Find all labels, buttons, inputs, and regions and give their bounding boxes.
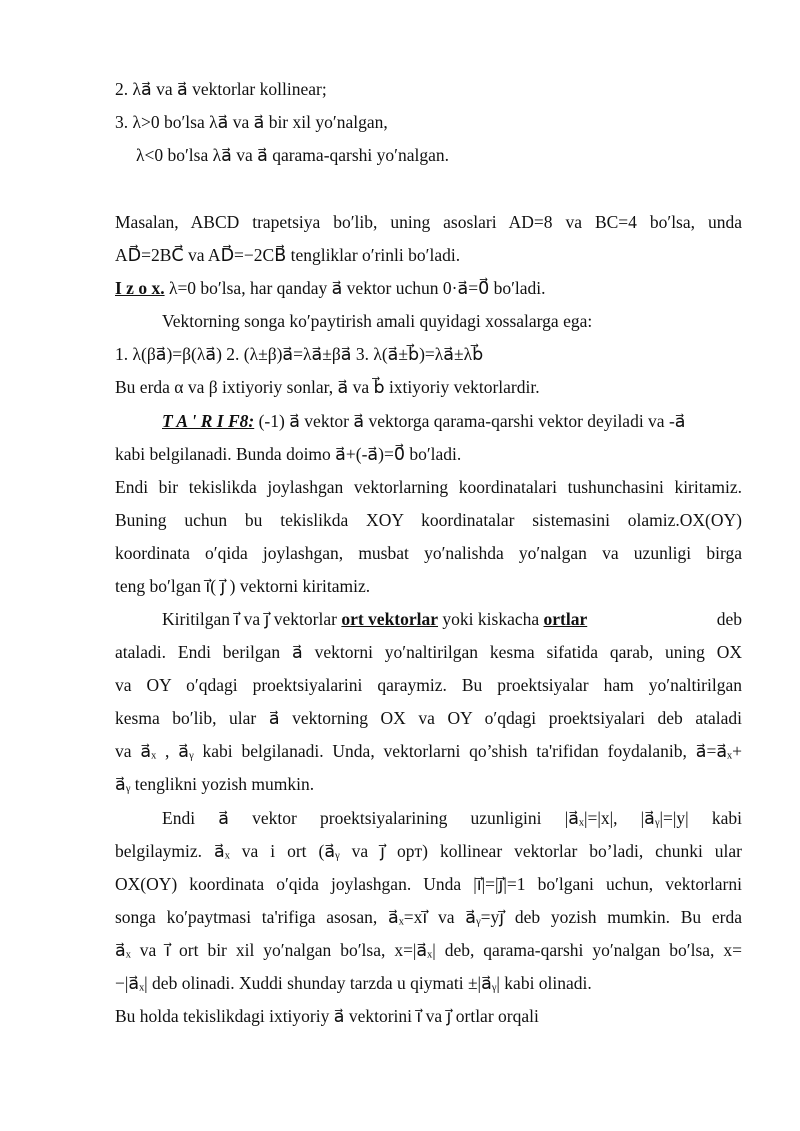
definition-text: (-1) a⃗ vektor a⃗ vektorga qarama-qarshi vektor deyiladi va -a⃗ <box>254 411 686 431</box>
ort-text-c: yoki kiskacha <box>438 609 544 629</box>
ort-text-e: deb <box>716 609 742 629</box>
paragraph-line: songa ko′paytmasi ta'rifiga asosan, a⃗ₓ=xi⃗ va a⃗ᵧ=yj⃗ deb yozish mumkin. Bu erda <box>115 907 742 927</box>
example-equalities: AD⃗=2BC⃗ va AD⃗=−2CB⃗ tengliklar o′rinli bo′ladi. <box>115 245 461 265</box>
properties-formulas: 1. λ(βa⃗)=β(λa⃗) 2. (λ±β)a⃗=λa⃗±βa⃗ 3. λ(a⃗±b⃗)=λa⃗±λb⃗ <box>115 344 484 364</box>
paragraph-line: va OY o′qdagi proektsiyalarini qaraymiz. Bu proektsiyalar ham yo′naltirilgan <box>115 675 742 695</box>
ortlar-term: ortlar <box>543 609 588 629</box>
paragraph-line: va a⃗ₓ , a⃗ᵧ kabi belgilanadi. Unda, vektorlarni qo’shish ta'rifidan foydalanib, a⃗=a⃗ₓ+ <box>115 741 742 761</box>
example-paragraph: Masalan, ABCD trapetsiya bo′lib, uning asoslari AD=8 va BC=4 bo′lsa, unda <box>115 212 742 232</box>
properties-intro: Vektorning songa ko′paytirish amali quyidagi xossalarga ega: <box>162 311 593 331</box>
paragraph-line: Bu holda tekislikdagi ixtiyoriy a⃗ vektorini i⃗ va j⃗ ortlar orqali <box>115 1006 539 1026</box>
paragraph-line: teng bo′lgan i⃗( j⃗ ) vektorni kiritamiz. <box>115 576 371 596</box>
note-text: λ=0 bo′lsa, har qanday a⃗ vektor uchun 0·a⃗=0⃗ bo′ladi. <box>164 278 546 298</box>
paragraph-line: −|a⃗ₓ| deb olinadi. Xuddi shunday tarzda u qiymati ±|a⃗ᵧ| kabi olinadi. <box>115 973 592 993</box>
ort-text-a: Kiritilgan i⃗ va j⃗ vektorlar <box>162 609 342 629</box>
list-item-3: 3. λ>0 bo′lsa λa⃗ va a⃗ bir xil yo′nalgan, <box>115 112 388 132</box>
properties-note: Bu erda α va β ixtiyoriy sonlar, a⃗ va b⃗ ixtiyoriy vektorlardir. <box>115 377 540 397</box>
list-item-2: 2. λa⃗ va a⃗ vektorlar kollinear; <box>115 79 327 99</box>
paragraph-line: a⃗ₓ va i⃗ ort bir xil yo′nalgan bo′lsa, x=|a⃗ₓ| deb, qarama-qarshi yo′nalgan bo′lsa, x= <box>115 940 742 960</box>
paragraph-line: koordinata o′qida joylashgan, musbat yo′nalishda yo′nalgan va uzunligi birga <box>115 543 742 563</box>
definition-heading: T A ' R I F8: <box>162 411 255 431</box>
ort-vectors-term: ort vektorlar <box>341 609 439 629</box>
definition-line <box>162 409 686 433</box>
paragraph-line: Endi bir tekislikda joylashgan vektorlarning koordinatalari tushunchasini kiritamiz. <box>115 477 742 497</box>
paragraph-line: belgilaymiz. a⃗ₓ va i ort (a⃗ᵧ va j⃗ opт) kollinear vektorlar bo’ladi, chunki ular <box>115 841 742 861</box>
ort-definition-line <box>162 607 742 631</box>
paragraph-line: Buning uchun bu tekislikda XOY koordinatalar sistemasini olamiz.OX(OY) <box>115 510 742 530</box>
paragraph-line: Endi a⃗ vektor proektsiyalarining uzunligini |a⃗ₓ|=|x|, |a⃗ᵧ|=|y| kabi <box>162 808 742 828</box>
paragraph-line: ataladi. Endi berilgan a⃗ vektorni yo′naltirilgan kesma sifatida qarab, uning OX <box>115 642 742 662</box>
definition-cont: kabi belgilanadi. Bunda doimo a⃗+(-a⃗)=0⃗ bo′ladi. <box>115 444 462 464</box>
paragraph-line: OX(OY) koordinata o′qida joylashgan. Unda |i⃗|=|j⃗|=1 bo′lgani uchun, vektorlarni <box>115 874 742 894</box>
list-item-3-cont: λ<0 bo′lsa λa⃗ va a⃗ qarama-qarshi yo′nalgan. <box>136 145 450 165</box>
note-heading: I z o x. <box>115 278 165 298</box>
paragraph-line: a⃗ᵧ tenglikni yozish mumkin. <box>115 774 315 794</box>
paragraph-line: kesma bo′lib, ular a⃗ vektorning OX va OY o′qdagi proektsiyalari deb ataladi <box>115 708 742 728</box>
note-line <box>115 276 546 300</box>
